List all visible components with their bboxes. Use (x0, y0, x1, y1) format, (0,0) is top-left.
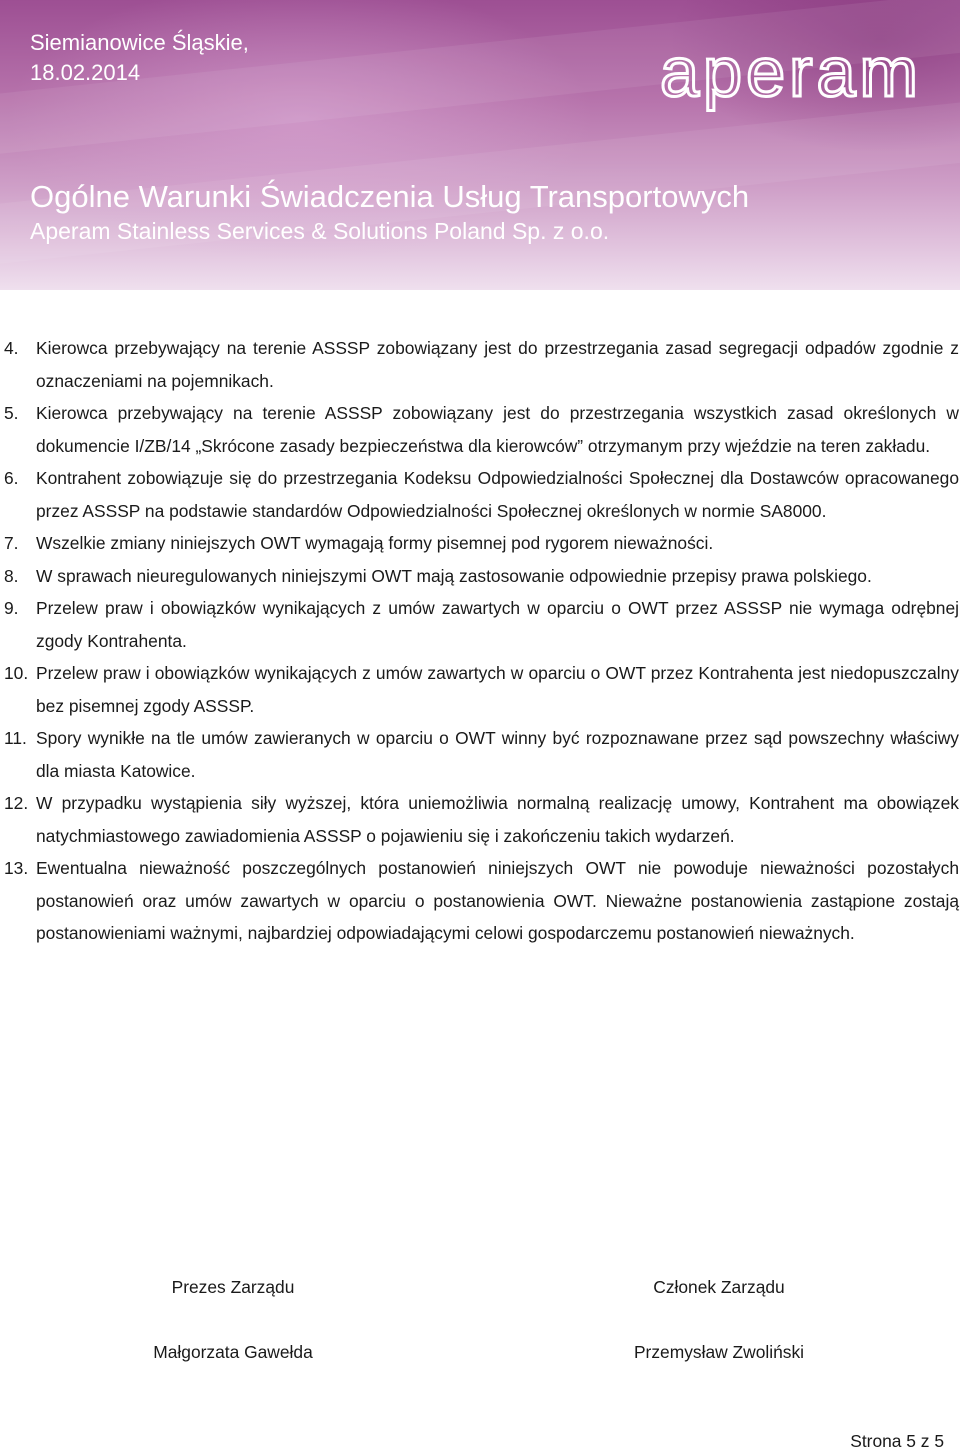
item-text: W przypadku wystąpienia siły wyższej, która uniemożliwia normalną realizację umowy, Kontrahent ma obowiązek natychmiastowego zawiadomienia ASSSP o pojawieniu się i zakończeniu takich wydarzeń. (36, 793, 959, 846)
list-item (4, 560, 960, 593)
item-number: 8. (4, 565, 19, 586)
item-number: 11. (4, 728, 27, 748)
item-text: Kierowca przebywający na terenie ASSSP zobowiązany jest do przestrzegania zasad segregacji odpadów zgodnie z oznaczeniami na pojemnikach. (36, 338, 959, 391)
signature-right-name: Przemysław Zwoliński (633, 1342, 805, 1362)
place-date (30, 28, 249, 88)
list-item (4, 397, 960, 462)
item-text: Spory wynikłe na tle umów zawieranych w oparciu o OWT winny być rozpoznawane przez sąd powszechny właściwy dla miasta Katowice. (36, 728, 959, 781)
list-item (4, 852, 960, 950)
list-item (4, 657, 960, 722)
item-number: 13. (4, 858, 29, 878)
signature-left-name: Małgorzata Gawełda (153, 1342, 313, 1362)
item-number: 7. (4, 533, 19, 553)
item-number: 6. (4, 468, 19, 488)
item-text: Kierowca przebywający na terenie ASSSP zobowiązany jest do przestrzegania wszystkich zasad określonych w dokumencie I/ZB/14 „Skrócone zasady bezpieczeństwa dla kierowców” otrzymanym przy wjeździe na teren zakładu. (36, 403, 959, 456)
item-number: 5. (4, 403, 19, 423)
item-text: Przelew praw i obowiązków wynikających z umów zawartych w oparciu o OWT przez Kontrahenta jest niedopuszczalny bez pisemnej zgody ASSSP. (36, 663, 959, 716)
item-number: 9. (4, 598, 19, 618)
header-banner (0, 0, 960, 290)
item-text: W sprawach nieuregulowanych niniejszymi OWT mają zastosowanie odpowiednie przepisy prawa polskiego. (36, 565, 872, 586)
item-number: 10. (4, 663, 29, 683)
document-subtitle: Aperam Stainless Services & Solutions Poland Sp. z o.o. (30, 218, 610, 244)
list-item (4, 332, 960, 397)
list-item (4, 527, 960, 560)
list-item (4, 592, 960, 657)
item-number: 4. (4, 338, 19, 358)
date: 18.02.2014 (30, 60, 141, 85)
logo-text: aperam (660, 38, 922, 111)
item-text: Przelew praw i obowiązków wynikających z umów zawartych w oparciu o OWT przez ASSSP nie wymaga odrębnej zgody Kontrahenta. (36, 598, 959, 651)
document-title-block (30, 178, 749, 246)
list-item (4, 722, 960, 787)
item-number: 12. (4, 793, 29, 813)
list-item (4, 462, 960, 527)
aperam-logo (660, 38, 925, 128)
document-title: Ogólne Warunki Świadczenia Usług Transportowych (30, 179, 750, 214)
list-item (4, 787, 960, 852)
city: Siemianowice Śląskie, (30, 30, 249, 55)
page-number: Strona 5 z 5 (850, 1431, 944, 1451)
signature-right-role: Członek Zarządu (653, 1277, 785, 1297)
signature-left-role: Prezes Zarządu (171, 1277, 295, 1297)
item-text: Ewentualna nieważność poszczególnych postanowień niniejszych OWT nie powoduje nieważności pozostałych postanowień oraz umów zawartych w oparciu o postanowienia OWT. Nieważne postanowienia zastąpione zostają postanowieniami ważnymi, najbardziej odpowiadającymi celowi gospodarczemu postanowień nieważnych. (36, 858, 959, 943)
terms-list (4, 332, 960, 950)
item-text: Kontrahent zobowiązuje się do przestrzegania Kodeksu Odpowiedzialności Społecznej dla Dostawców opracowanego przez ASSSP na podstawie standardów Odpowiedzialności Społecznej określonych w normie SA8000. (36, 468, 959, 521)
item-text: Wszelkie zmiany niniejszych OWT wymagają formy pisemnej pod rygorem nieważności. (36, 533, 714, 553)
